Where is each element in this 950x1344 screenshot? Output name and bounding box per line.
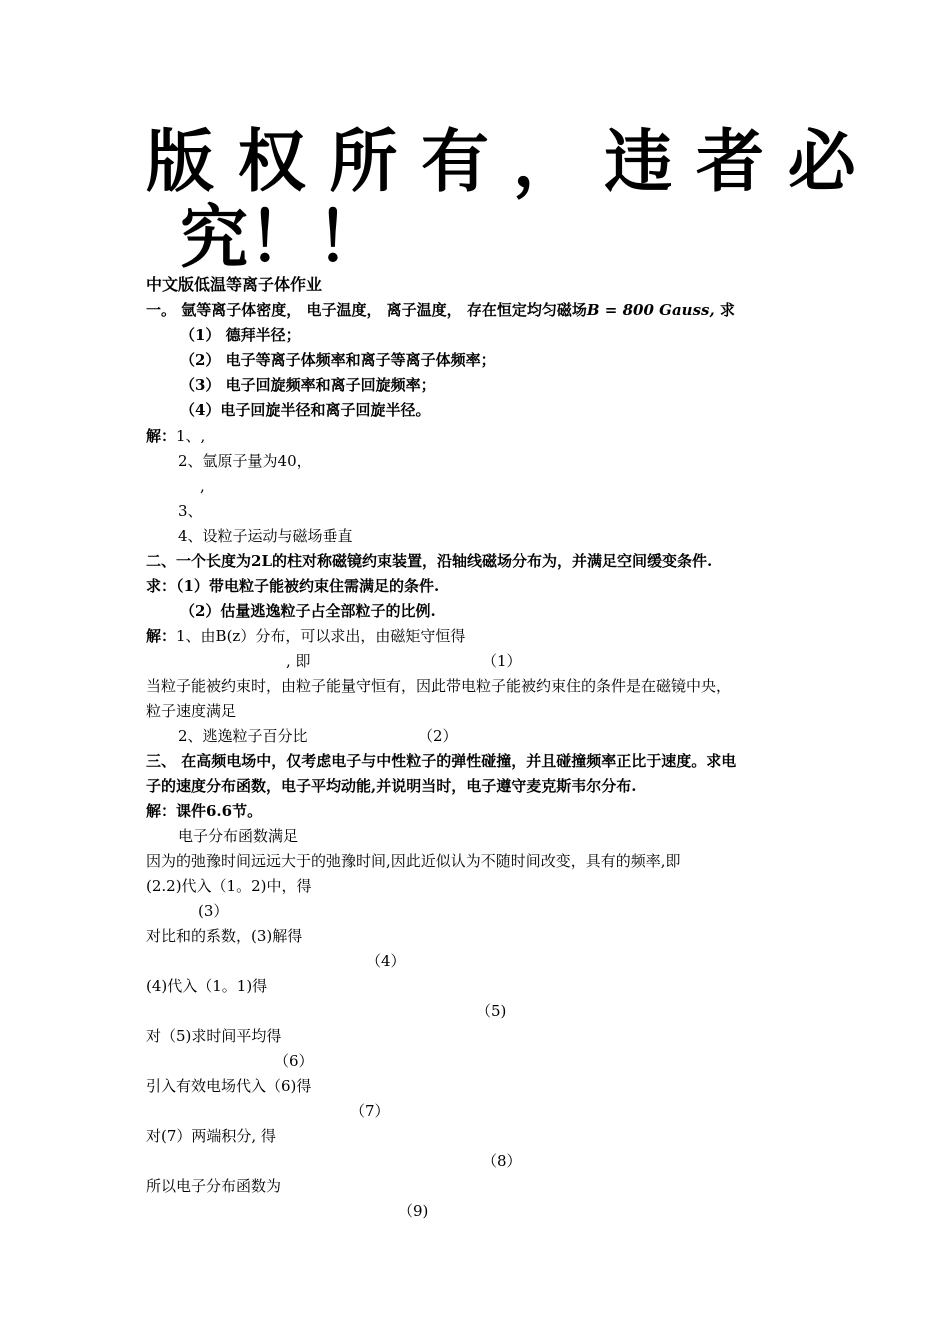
a1-step4: 4、设粒子运动与磁场垂直	[178, 527, 353, 545]
a2-label: 解：	[146, 627, 177, 645]
a3-eq8: （8）	[482, 1152, 522, 1170]
a3-l3: (2.2)代入（1。2)中，得	[146, 877, 312, 895]
a3-eq5: （5)	[476, 1002, 507, 1020]
a3-l6: 对（5)求时间平均得	[146, 1027, 282, 1045]
q3-line1: 三、 在高频电场中，仅考虑电子与中性粒子的弹性碰撞，并且碰撞频率正比于速度。求电	[146, 752, 737, 770]
a1-step1-text: 1、,	[176, 427, 206, 445]
q1-item-1: （1） 德拜半径；	[180, 326, 301, 344]
a3-eq3: (3）	[198, 902, 229, 920]
a3-label: 解：课件6.6节。	[146, 802, 263, 820]
a1-label: 解：	[146, 427, 177, 445]
a3-l1: 电子分布函数满足	[178, 827, 299, 845]
a3-l4: 对比和的系数，(3)解得	[146, 927, 303, 945]
a1-step2b: ,	[200, 477, 205, 495]
a3-l9: 所以电子分布函数为	[146, 1177, 282, 1195]
a2-line1-text: 1、由B(z）分布，可以求出，由磁矩守恒得	[176, 627, 466, 645]
a3-l7: 引入有效电场代入（6)得	[146, 1077, 312, 1095]
q1-stem	[146, 300, 735, 320]
a3-l8: 对(7）两端积分, 得	[146, 1127, 276, 1145]
q1-stem-text: 一。 氩等离子体密度， 电子温度， 离子温度， 存在恒定均匀磁场	[146, 301, 587, 319]
q1-ask: 求	[719, 301, 735, 319]
q2-ask1: 求：（1）带电粒子能被约束住需满足的条件.	[146, 577, 440, 595]
doc-title: 中文版低温等离子体作业	[146, 275, 323, 294]
q2-ask2: （2）估量逃逸粒子占全部粒子的比例.	[180, 602, 436, 620]
a2-line3: 当粒子能被约束时，由粒子能量守恒有，因此带电粒子能被约束住的条件是在磁镜中央，	[146, 677, 732, 695]
q3-line2: 子的速度分布函数，电子平均动能,并说明当时，电子遵守麦克斯韦尔分布.	[146, 777, 637, 795]
a1-step1	[146, 426, 205, 446]
q2-stem: 二、一个长度为2L的柱对称磁镜约束装置，沿轴线磁场分布为，并满足空间缓变条件.	[146, 552, 713, 570]
q1-item-4: （4）电子回旋半径和离子回旋半径。	[180, 401, 431, 419]
a2-eq1: （1）	[482, 652, 522, 670]
a1-step3: 3、	[178, 502, 203, 520]
a3-l5: (4)代入（1。1)得	[146, 977, 268, 995]
a2-line1	[146, 626, 465, 646]
a3-eq4: （4）	[366, 952, 406, 970]
a2-line5: 2、逃逸粒子百分比	[178, 727, 308, 745]
a3-l2: 因为的弛豫时间远远大于的弛豫时间,因此近似认为不随时间改变，具有的频率,即	[146, 852, 681, 870]
a3-eq7: （7）	[350, 1102, 390, 1120]
q1-field-value: B = 800 Gauss,	[586, 301, 720, 319]
q1-item-3: （3） 电子回旋频率和离子回旋频率；	[180, 376, 436, 394]
q1-item-2: （2） 电子等离子体频率和离子等离子体频率；	[180, 351, 496, 369]
a2-line4: 粒子速度满足	[146, 702, 237, 720]
a3-eq6: （6）	[274, 1052, 314, 1070]
a2-eq2: （2）	[418, 727, 458, 745]
copyright-banner-line2: 究！！	[180, 199, 385, 278]
a3-eq9: （9)	[398, 1202, 429, 1220]
a2-line2: , 即	[286, 652, 311, 670]
a1-step2: 2、氩原子量为40，	[178, 452, 312, 470]
copyright-banner-line1: 版 权 所 有 ， 违 者 必	[146, 123, 856, 202]
